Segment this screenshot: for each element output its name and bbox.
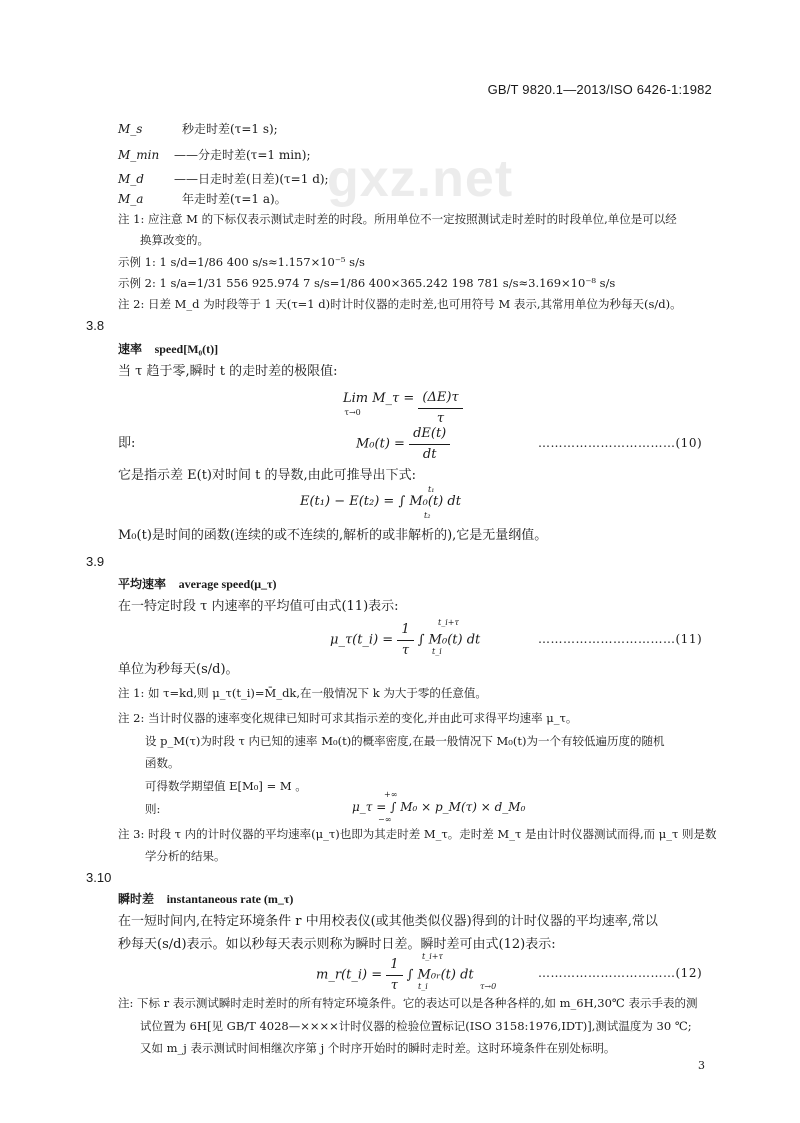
limit-subscript: τ→0 — [344, 408, 361, 417]
note-3-9-3-line-1: 注 3: 时段 τ 内的计时仪器的平均速率(μ_τ)也即为其走时差 M_τ。走时差 M_τ 是由计时仪器测试而得,而 μ_τ 则是数 — [118, 827, 717, 841]
integral-lower-limit: t_i — [432, 647, 442, 656]
unit-text: 单位为秒每天(s/d)。 — [118, 662, 239, 677]
def-symbol: M_min — [118, 148, 160, 162]
section-3-10-line-1: 在一短时间内,在特定环境条件 r 中用校表仪(或其他类似仪器)得到的计时仪器的平均速率,常以 — [118, 914, 658, 929]
equation-number-12: ……………………………(12) — [538, 966, 703, 980]
average-speed-lhs: μ_τ(t_i) = — [330, 632, 394, 648]
note-2: 注 2: 日差 M_d 为时段等于 1 天(τ=1 d)时计时仪器的走时差,也可用符号 M 表示,其常用单位为秒每天(s/d)。 — [118, 297, 682, 311]
fraction-numerator: 1 — [397, 620, 413, 641]
note-3-9-2-line-4: 可得数学期望值 E[M₀] = M 。 — [145, 779, 307, 793]
def-text: ——分走时差(τ=1 min); — [174, 148, 311, 162]
limit-expression: Lim M_τ = — [343, 390, 415, 406]
def-line-minutes — [118, 146, 311, 164]
instantaneous-rate-lhs: m_r(t_i) = — [316, 967, 383, 983]
instantaneous-rate-formula — [316, 955, 474, 995]
then-label: 则: — [145, 802, 161, 816]
note-3-9-1: 注 1: 如 τ=kd,则 μ_τ(t_i)=M̄_dk,在一般情况下 k 为大于零的任意值。 — [118, 686, 487, 700]
def-symbol: M_s — [118, 122, 143, 136]
dimensionless-text: M₀(t)是时间的函数(连续的或不连续的,解析的或非解析的),它是无量纲值。 — [118, 528, 548, 543]
note-1-line-1: 注 1: 应注意 M 的下标仅表示测试走时差的时段。所用单位不一定按照测试走时差时的时段单位,单位是可以经 — [118, 212, 677, 226]
section-3-8-intro: 当 τ 趋于零,瞬时 t 的走时差的极限值: — [118, 364, 338, 379]
def-symbol: M_d — [118, 172, 144, 186]
note-3-9-2-line-3: 函数。 — [145, 756, 180, 770]
fraction-denominator: dt — [422, 446, 437, 462]
fraction-numerator: dE(t) — [409, 424, 450, 445]
example-2: 示例 2: 1 s/a=1/31 556 925.974 7 s/s=1/86 400×365.242 198 781 s/s≈3.169×10⁻⁸ s/s — [118, 276, 616, 290]
term-cn: 平均速率 — [118, 577, 167, 591]
term-en: instantaneous rate (m_τ) — [166, 892, 294, 906]
note-3-10-line-2: 试位置为 6H[见 GB/T 4028—××××计时仪器的检验位置标记(ISO 3158:1976,IDT)],测试温度为 30 ℃; — [140, 1019, 692, 1033]
note-3-10-line-3: 又如 m_j 表示测试时间相继次序第 j 个时序开始时的瞬时走时差。这时环境条件在别处标明。 — [140, 1041, 616, 1055]
page-number: 3 — [698, 1059, 705, 1072]
section-number-3-9: 3.9 — [86, 554, 105, 569]
integral-upper-limit: t_i+τ — [422, 952, 443, 961]
fraction-denominator: τ — [401, 642, 410, 658]
watermark: gxz.net — [327, 150, 514, 208]
term-cn: 速率 — [118, 342, 143, 356]
integral-lower-limit: t₂ — [424, 511, 431, 520]
limit-fraction — [418, 388, 462, 428]
fraction-denominator: τ — [436, 410, 445, 426]
def-text: 秒走时差(τ=1 s); — [182, 122, 278, 136]
instantaneous-rate-fraction — [386, 955, 402, 995]
def-line-days — [118, 170, 329, 188]
standard-header: GB/T 9820.1—2013/ISO 6426-1:1982 — [487, 82, 712, 97]
equation-number-10: ……………………………(10) — [538, 436, 703, 450]
average-speed-fraction — [397, 620, 413, 660]
section-term-3-8 — [118, 340, 218, 358]
integral-lower-limit: t_i — [418, 982, 428, 991]
section-term-3-10 — [118, 890, 293, 908]
fraction-denominator: τ — [390, 977, 398, 993]
section-number-3-10: 3.10 — [86, 870, 112, 885]
limit-formula — [343, 388, 463, 428]
integral-formula: E(t₁) − E(t₂) = ∫ M₀(t) dt — [300, 494, 461, 509]
derivative-text: 它是指示差 E(t)对时间 t 的导数,由此可推导出下式: — [118, 468, 416, 483]
term-cn: 瞬时差 — [118, 892, 155, 906]
speed-formula — [356, 424, 450, 464]
limit-subscript: τ→0 — [480, 982, 497, 991]
term-en: speed[M₀(t)] — [154, 342, 219, 356]
section-3-9-intro: 在一特定时段 τ 内速率的平均值可由式(11)表示: — [118, 599, 399, 614]
section-number-3-8: 3.8 — [86, 318, 105, 333]
instantaneous-rate-integral: ∫ M₀ᵣ(t) dt — [406, 967, 474, 983]
fraction-numerator: (ΔE)τ — [418, 388, 462, 409]
integral-upper-limit: t_i+τ — [438, 618, 459, 627]
example-1: 示例 1: 1 s/d=1/86 400 s/s≈1.157×10⁻⁵ s/s — [118, 255, 365, 269]
note-3-9-2-line-2: 设 p_M(τ)为时段 τ 内已知的速率 M₀(t)的概率密度,在最一般情况下 M₀(t)为一个有较低遍历度的随机 — [145, 734, 665, 748]
def-line-years — [118, 190, 287, 208]
integral-upper-limit: t₁ — [428, 485, 435, 494]
average-speed-integral: ∫ M₀(t) dt — [417, 632, 481, 648]
note-3-9-2-line-1: 注 2: 当计时仪器的速率变化规律已知时可求其指示差的变化,并由此可求得平均速率 μ_τ。 — [118, 711, 578, 725]
def-text: 年走时差(τ=1 a)。 — [182, 192, 287, 206]
expectation-formula: μ_τ = ∫ M₀ × p_M(τ) × d_M₀ — [352, 800, 526, 814]
speed-lhs: M₀(t) = — [356, 436, 405, 452]
equation-number-11: ……………………………(11) — [538, 632, 703, 646]
def-symbol: M_a — [118, 192, 144, 206]
section-term-3-9 — [118, 575, 277, 593]
def-line-seconds — [118, 120, 278, 138]
ji-label: 即: — [118, 436, 136, 451]
speed-fraction — [409, 424, 450, 464]
integral-upper-limit: +∞ — [384, 790, 398, 799]
section-3-10-line-2: 秒每天(s/d)表示。如以秒每天表示则称为瞬时日差。瞬时差可由式(12)表示: — [118, 937, 556, 952]
note-3-10-line-1: 注: 下标 r 表示测试瞬时走时差时的所有特定环境条件。它的表达可以是各种各样的,如 m_6H,30℃ 表示手表的测 — [118, 996, 698, 1010]
note-1-line-2: 换算改变的。 — [140, 233, 209, 247]
def-text: ——日走时差(日差)(τ=1 d); — [174, 172, 329, 186]
note-3-9-3-line-2: 学分析的结果。 — [145, 849, 226, 863]
term-en: average speed(μ_τ) — [178, 577, 277, 591]
fraction-numerator: 1 — [386, 955, 402, 976]
integral-lower-limit: −∞ — [378, 815, 392, 824]
